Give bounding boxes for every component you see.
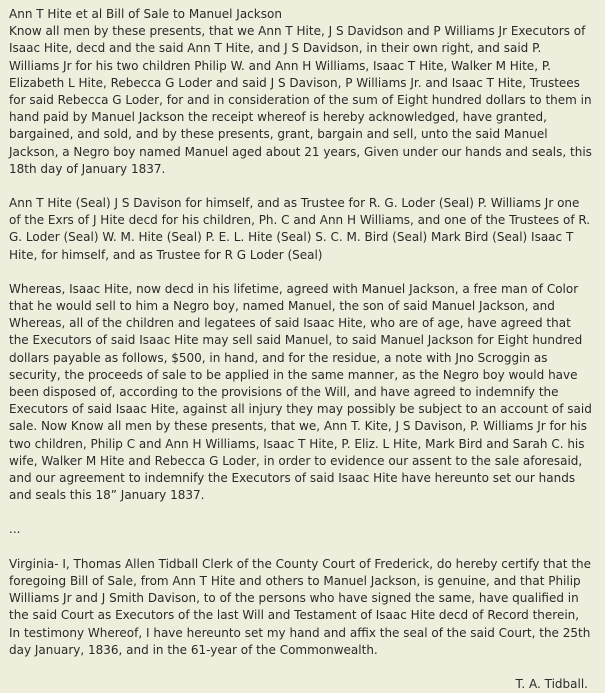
ellipsis-separator: ... bbox=[9, 522, 21, 537]
signatures-paragraph: Ann T Hite (Seal) J S Davison for himself, and as Trustee for R. G. Loder (Seal) P. Williams Jr one of the Exrs of J Hite decd for his children, Ph. C and Ann H Williams, and one of the Trustees of R. G. Loder (Seal) W. M. Hite (Seal) P. E. L. Hite (Seal) S. C. M. Bird (Seal) Mark Bird (Seal) Isaac T Hite, for himself, and as Trustee for R G Loder (Seal) bbox=[9, 196, 591, 262]
clerk-signature: T. A. Tidball. bbox=[515, 676, 588, 691]
clerk-certification-paragraph: Virginia- I, Thomas Allen Tidball Clerk of the County Court of Frederick, do hereby certify that the foregoing Bill of Sale, from Ann T Hite and others to Manuel Jackson, is genuine, and that Philip Williams Jr and J Smith Davison, to of the persons who have signed the same, have qualified in the said Court as Executors of the last Will and Testament of Isaac Hite decd of Record therein, In testimony Whereof, I have hereunto set my hand and affix the seal of the said Court, the 25th day January, 1836, and in the 61-year of the Commonwealth. bbox=[9, 556, 592, 657]
document-title: Ann T Hite et al Bill of Sale to Manuel Jackson bbox=[9, 7, 282, 21]
bill-of-sale-paragraph: Know all men by these presents, that we Ann T Hite, J S Davidson and P Williams Jr Executors of Isaac Hite, decd and the said Ann T Hite, and J S Davidson, in their own right, and said P. Williams Jr for his two children Philip W. and Ann H Williams, Isaac T Hite, Walker M Hite, P. Elizabeth L Hite, Rebecca G Loder and said J S Davison, P Williams Jr. and Isaac T Hite, Trustees for said Rebecca G Loder, for and in consideration of the sum of Eight hundred dollars to them in hand paid by Manuel Jackson the receipt whereof is hereby acknowledged, have granted, bargained, and sold, and by these presents, grant, bargain and sell, unto the said Manuel Jackson, a Negro boy named Manuel aged about 21 years, Given under our hands and seals, this 18th day of January 1837. bbox=[9, 24, 592, 176]
agreement-paragraph: Whereas, Isaac Hite, now decd in his lifetime, agreed with Manuel Jackson, a free man of Color that he would sell to him a Negro boy, named Manuel, the son of said Manuel Jackson, and Whereas, all of the children and legatees of said Isaac Hite, who are of age, have agreed that the Executors of said Isaac Hite may sell said Manuel, to said Manuel Jackson for Eight hundred dollars payable as follows, $500, in hand, and for the residue, a note with Jno Scroggin as security, the proceeds of sale to be applied in the same manner, as the Negro boy would have been disposed of, according to the provisions of the Will, and have agreed to indemnify the Executors of said Isaac Hite, against all injury they may possibly be subject to an account of said sale. Now Know all men by these presents, that we, Ann T. Kite, J S Davison, P. Williams Jr for his two children, Philip C and Ann H Williams, Isaac T Hite, P. Eliz. L Hite, Mark Bird and Sarah C. his wife, Walker M Hite and Rebecca G Loder, in order to evidence our assent to the sale aforesaid, and our agreement to indemnify the Executors of said Isaac Hite have hereunto set our hands and seals this 18” January 1837. bbox=[9, 281, 592, 503]
